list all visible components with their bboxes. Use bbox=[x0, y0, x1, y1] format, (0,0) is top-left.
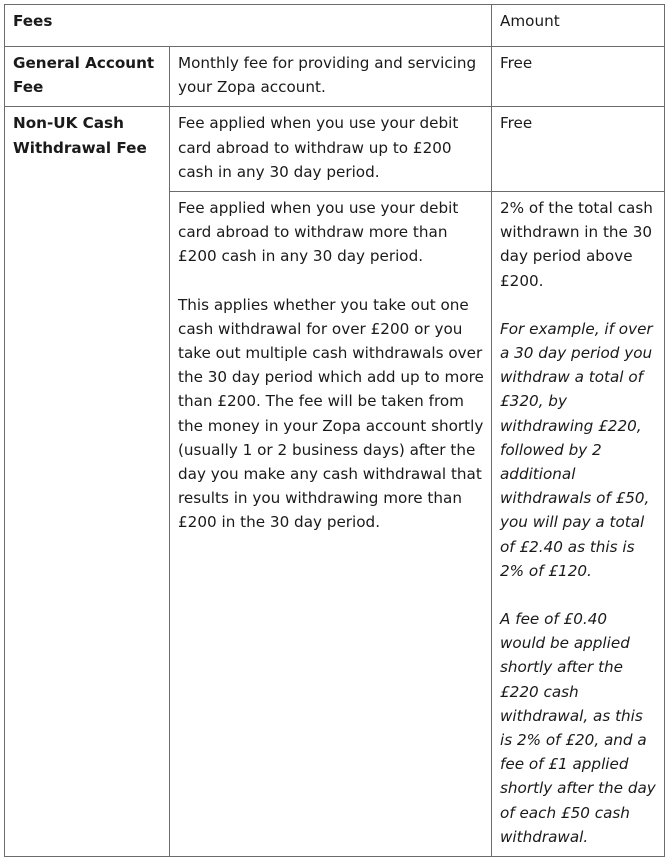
withdrawal-over-amount: 2% of the total cash withdrawn in the 30 day period above £200. bbox=[500, 199, 653, 290]
general-fee-description: Monthly fee for providing and servicing your Zopa account. bbox=[170, 47, 492, 107]
header-amount: Amount bbox=[492, 5, 665, 47]
withdrawal-over-example: For example, if over a 30 day period you withdraw a total of £320, by withdrawing £220, followed by 2 additional withdrawals of £50, you will pay a total of £2.40 as this is 2% of £120. bbox=[500, 319, 653, 580]
withdrawal-fee-name: Non-UK Cash Withdrawal Fee bbox=[5, 107, 170, 857]
general-fee-name: General Account Fee bbox=[5, 47, 170, 107]
table-row-withdrawal-under bbox=[5, 107, 665, 192]
withdrawal-over-description-cell bbox=[170, 192, 492, 857]
withdrawal-under-amount: Free bbox=[492, 107, 665, 192]
withdrawal-over-amount-cell bbox=[492, 192, 665, 857]
table-row-general bbox=[5, 47, 665, 107]
withdrawal-under-description: Fee applied when you use your debit card abroad to withdraw up to £200 cash in any 30 day period. bbox=[170, 107, 492, 192]
fees-table bbox=[4, 4, 665, 857]
table-header-row bbox=[5, 5, 665, 47]
general-fee-amount: Free bbox=[492, 47, 665, 107]
withdrawal-over-description: Fee applied when you use your debit card abroad to withdraw more than £200 cash in any 30 day period. bbox=[178, 199, 459, 266]
header-fees: Fees bbox=[5, 5, 492, 47]
withdrawal-over-description-detail: This applies whether you take out one cash withdrawal for over £200 or you take out multiple cash withdrawals over the 30 day period which add up to more than £200. The fee will be taken from the money in your Zopa account shortly (usually 1 or 2 business days) after the day you make any cash withdrawal that results in you withdrawing more than £200 in the 30 day period. bbox=[178, 295, 484, 532]
withdrawal-over-example-detail: A fee of £0.40 would be applied shortly after the £220 cash withdrawal, as this is 2% of £20, and a fee of £1 applied shortly after the day of each £50 cash withdrawal. bbox=[500, 610, 656, 846]
